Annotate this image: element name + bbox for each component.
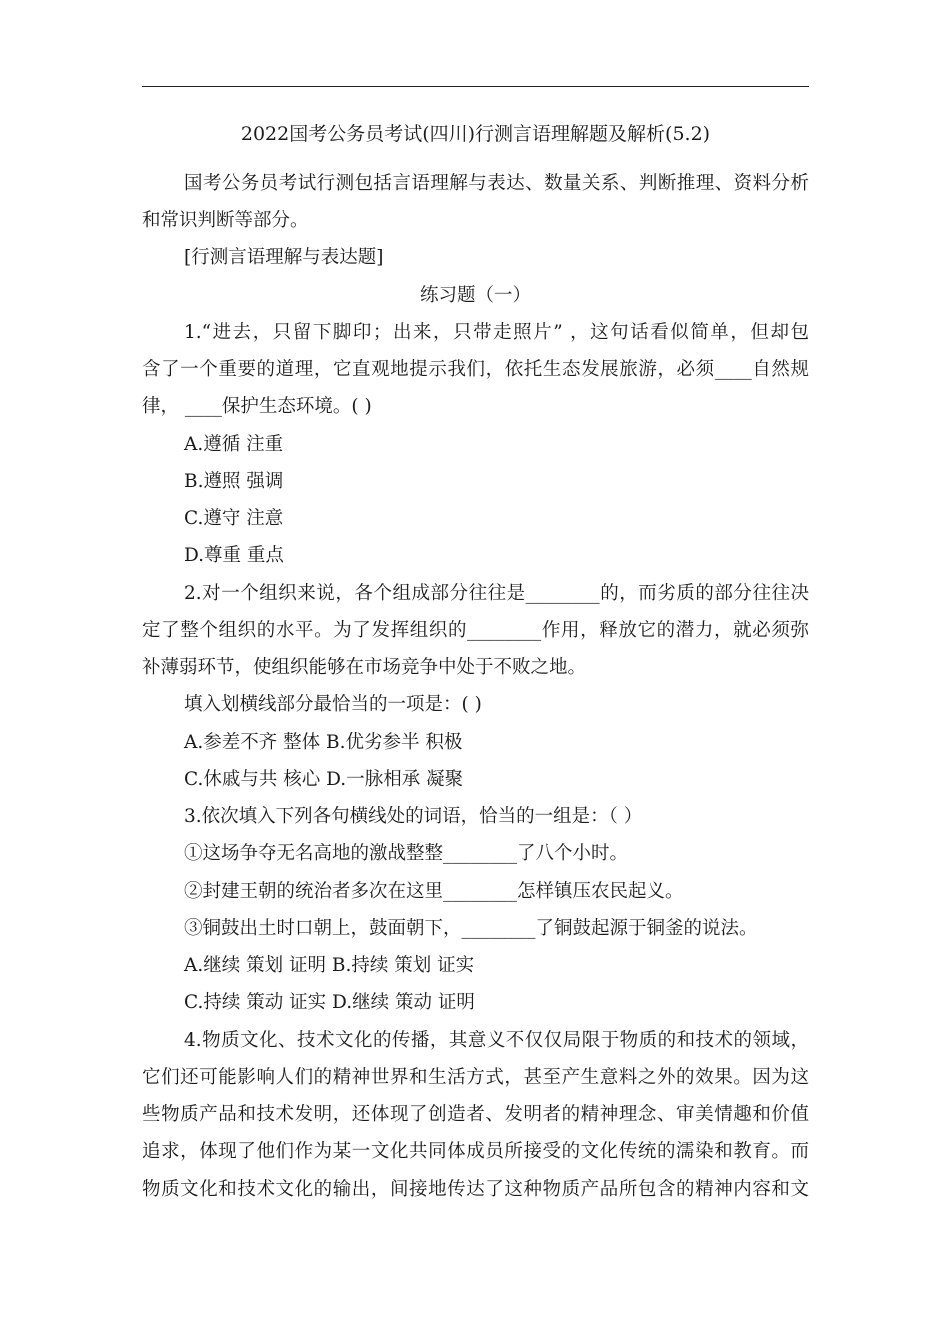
q4-stem-line-3: 些物质产品和技术发明，还体现了创造者、发明者的精神理念、审美情趣和价值 <box>142 1104 809 1125</box>
intro-line-1: 国考公务员考试行测包括言语理解与表达、数量关系、判断推理、资料分析 <box>184 173 809 194</box>
q3-stem: 3.依次填入下列各句横线处的词语，恰当的一组是：（ ） <box>184 806 643 827</box>
q2-prompt: 填入划横线部分最恰当的一项是：( ) <box>184 694 482 715</box>
q2-options-cd: C.休戚与共 核心 D.一脉相承 凝聚 <box>184 769 464 790</box>
section-label: [行测言语理解与表达题] <box>184 247 384 268</box>
q2-stem-line-1: 2.对一个组织来说，各个组成部分往往是________的，而劣质的部分往往决 <box>184 583 809 604</box>
q4-stem-line-5: 物质文化和技术文化的输出，间接地传达了这种物质产品所包含的精神内容和文 <box>142 1179 809 1200</box>
intro-line-2: 和常识判断等部分。 <box>142 210 309 231</box>
q3-options-ab: A.继续 策划 证明 B.持续 策划 证实 <box>184 955 475 976</box>
document-title: 2022国考公务员考试(四川)行测言语理解题及解析(5.2) <box>240 123 711 145</box>
q3-sentence-3: ③铜鼓出土时口朝上，鼓面朝下，________了铜鼓起源于铜釜的说法。 <box>184 918 758 939</box>
q2-stem-line-3: 补薄弱环节，使组织能够在市场竞争中处于不败之地。 <box>142 657 587 678</box>
q3-options-cd: C.持续 策动 证实 D.继续 策动 证明 <box>184 992 475 1013</box>
q1-option-d: D.尊重 重点 <box>184 545 284 566</box>
q2-stem-line-2: 定了整个组织的水平。为了发挥组织的________作用，释放它的潜力，就必须弥 <box>142 620 809 641</box>
q1-option-c: C.遵守 注意 <box>184 508 284 529</box>
q1-option-b: B.遵照 强调 <box>184 471 284 492</box>
q1-stem-line-1: 1.“进去，只留下脚印；出来，只带走照片” ，这句话看似简单，但却包 <box>184 322 809 343</box>
q4-stem-line-1: 4.物质文化、技术文化的传播，其意义不仅仅局限于物质的和技术的领域， <box>184 1030 809 1051</box>
q3-sentence-2: ②封建王朝的统治者多次在这里________怎样镇压农民起义。 <box>184 881 684 902</box>
q2-options-ab: A.参差不齐 整体 B.优劣参半 积极 <box>184 732 463 753</box>
q1-option-a: A.遵循 注重 <box>184 434 284 455</box>
q4-stem-line-2: 它们还可能影响人们的精神世界和生活方式，甚至产生意料之外的效果。因为这 <box>142 1067 809 1088</box>
exercise-title: 练习题（一） <box>419 285 531 306</box>
q4-stem-line-4: 追求，体现了他们作为某一文化共同体成员所接受的文化传统的濡染和教育。而 <box>142 1141 809 1162</box>
header-rule <box>142 86 809 87</box>
q1-stem-line-2: 含了一个重要的道理，它直观地提示我们，依托生态发展旅游，必须____自然规 <box>142 359 809 380</box>
q3-sentence-1: ①这场争夺无名高地的激战整整________了八个小时。 <box>184 843 629 864</box>
q1-stem-line-3: 律， ____保护生态环境。( ) <box>142 396 372 417</box>
